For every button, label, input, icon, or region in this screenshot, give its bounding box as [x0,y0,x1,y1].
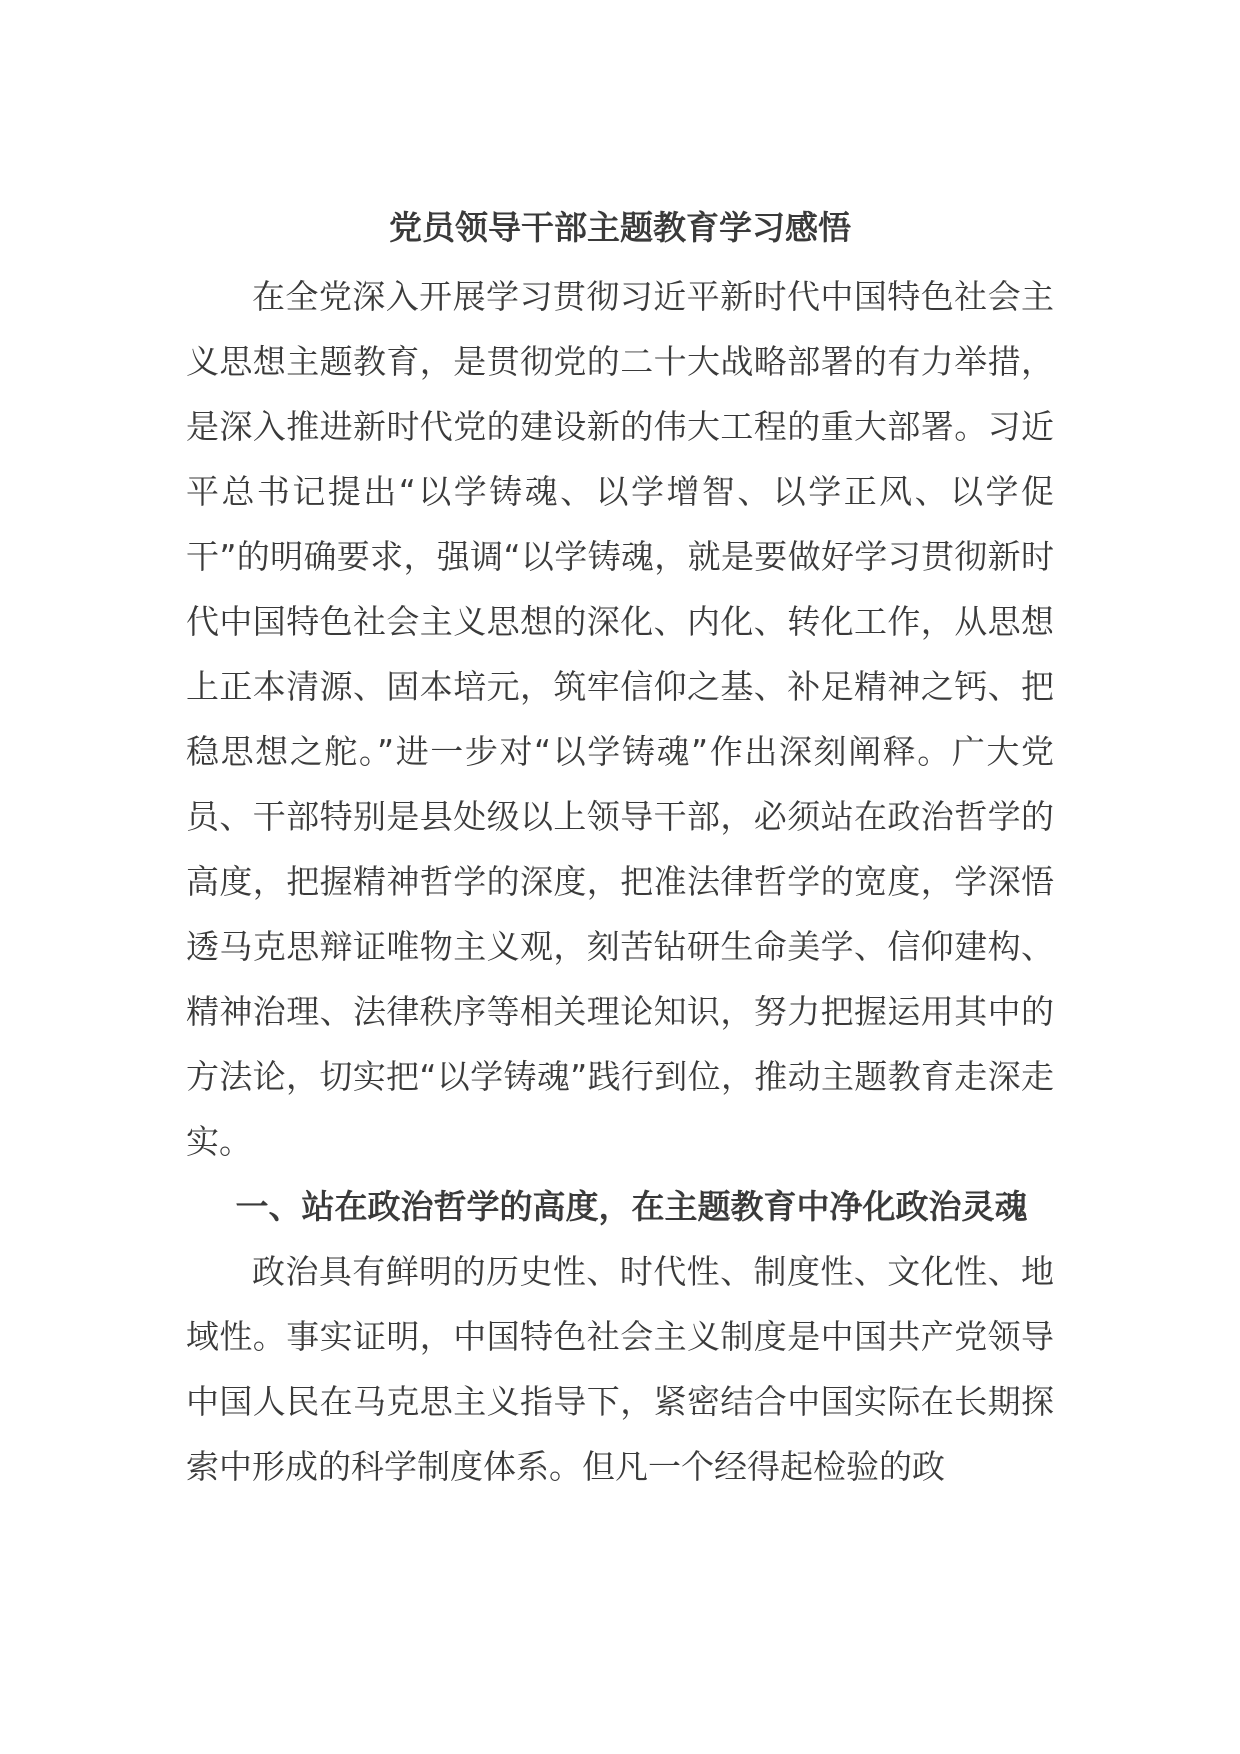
document-title: 党员领导干部主题教育学习感悟 [389,208,851,247]
intro-paragraph: 在全党深入开展学习贯彻习近平新时代中国特色社会主义思想主题教育，是贯彻党的二十大战略部署的有力举措，是深入推进新时代党的建设新的伟大工程的重大部署。习近平总书记提出“以学铸魂、以学增智、以学正风、以学促干”的明确要求，强调“以学铸魂，就是要做好学习贯彻新时代中国特色社会主义思想的深化、内化、转化工作，从思想上正本清源、固本培元，筑牢信仰之基、补足精神之钙、把稳思想之舵。”进一步对“以学铸魂”作出深刻阐释。广大党员、干部特别是县处级以上领导干部，必须站在政治哲学的高度，把握精神哲学的深度，把准法律哲学的宽度，学深悟透马克思辩证唯物主义观，刻苦钻研生命美学、信仰建构、精神治理、法律秩序等相关理论知识，努力把握运用其中的方法论，切实把“以学铸魂”践行到位，推动主题教育走深走实。 [186,277,1054,1161]
section-paragraph: 政治具有鲜明的历史性、时代性、制度性、文化性、地域性。事实证明，中国特色社会主义制度是中国共产党领导中国人民在马克思主义指导下，紧密结合中国实际在长期探索中形成的科学制度体系。但凡一个经得起检验的政 [186,1252,1054,1486]
document-body [186,196,1054,1499]
section-heading: 一、站在政治哲学的高度，在主题教育中净化政治灵魂 [235,1187,1028,1226]
